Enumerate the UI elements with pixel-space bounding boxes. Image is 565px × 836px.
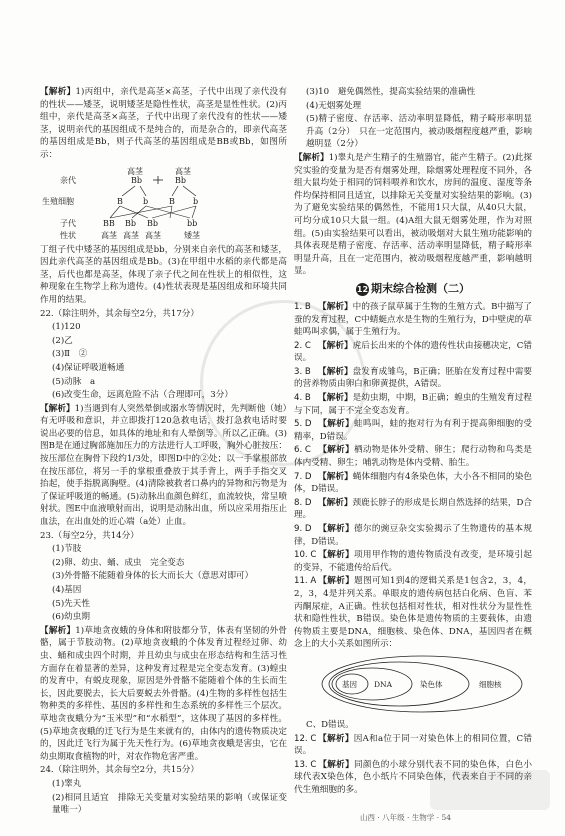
analysis-tag: 【解析】 [318,759,354,770]
parent-trait-1: 高茎 [127,166,143,176]
answer-analysis: 【解析】蝇体细胞内有4条染色体，大小各不相同的染色体，D错误。 [294,471,532,495]
analysis-tag: 【解析】 [318,301,353,312]
analysis-tag: 【解析】 [318,393,353,404]
analysis-tag: 【解析】 [318,497,353,508]
section-title-text: 期末综合检测（二） [371,281,470,295]
analysis-tag: 【解析】 [318,550,354,561]
analysis-21-part2: 丁组子代中矮茎的基因组成是bb，分别来自亲代的高茎和矮茎，因此亲代高茎的基因组成是Bb。(3)在甲组中水稻的亲代都是高茎，后代也都是高茎，体现了亲子代之间在性状上的相似性，这种现象在生物学上称为遗传。(4)性状表现是基因组成和环境共同作用的结果。 [40,244,287,305]
offspring-3: Bb [147,218,158,228]
answer-item [294,523,532,548]
analysis-tag: 【解析】 [318,340,353,351]
offspring-4: bb [187,218,198,228]
analysis-tag: 【解析】 [318,524,354,534]
answer-number: 8. D [294,497,312,508]
answer-analysis: 【解析】题图可知1到4的逻辑关系是1包含2，3，4，2，3，4是并列关系。单眼皮的遗传病包括白化病、色盲、苯丙酮尿症，A正确。性状包括相对性状，相对性状分为显性性状和隐性性状，B错误。染色体是遗传物质的主要载体，由遗传物质主要是DNA，细胞核、染色体、DNA，基因四者在概念上的大小关系如图所示： [294,576,532,650]
trait-2: 高茎 [123,230,139,240]
answer-number: 13. C [294,759,317,770]
q22-item: (5)动脉 a [52,376,96,387]
answer-number: 12. C [294,733,317,744]
analysis-tag: 【解析】 [318,366,353,377]
q22-heading: 22.（除注明外，其余每空2分，共17分） [40,308,199,319]
parent-trait-2: 高茎 [175,166,191,176]
parent-label: 亲代 [60,175,76,185]
analysis-23: 【解析】1)草地贪夜蛾的身体和附肢都分节，体表有坚韧的外骨骼，属于节肢动物。(2)草地贪夜蛾的个体发育过程经过卵、幼虫、蛹和成虫四个时期，并且幼虫与成虫在形态结构和生活习性方面存在着显著的差异，这种发育过程是完全变态发育。(3)蝗虫的发育中，有蜕皮现象，原因是外骨骼不能随着个体的生长而生长，因此要脱去，长大后要蜕去外骨骼。(4)生物的多样性包括生物种类的多样性、基因的多样性和生态系统的多样性三个层次。草地贪夜蛾分为“玉米型”和“水稻型”，这体现了基因的多样性。(5)草地贪夜蛾的迁飞行为是生来就有的，由体内的遗传物质决定的，因此迁飞行为属于先天性行为。(6)草地贪夜蛾是害虫，它在幼虫期取食植物的叶，对农作物危害严重。 [40,625,287,762]
q24-item: (2)相同且适宜 排除无关变量对实验结果的影响（或保证变量唯一） [52,792,287,816]
q24-item: (5)精子密度、存活率、活动率明显降低，精子畸形率明显升高（2分） 只在一定范围内，被动吸烟程度越严重，影响越明显（2分） [306,114,532,150]
answer-11-tail: C、D错误。 [306,719,354,730]
answer-analysis: 【解析】中的孩子鼠草属于生物的生殖方式。B中描写了蚕的发育过程，C中蜻蜓点水是生物的生殖行为，D中壁虎的草蛙鸣叫求偶，属于生殖行为。 [294,301,532,338]
trait-3: 高茎 [145,230,161,240]
analysis-tag: 【解析】 [318,576,355,587]
answer-number: 1. B [294,301,311,312]
section-number-badge: 12 [356,284,369,294]
offspring-2: Bb [125,218,136,228]
answer-item [294,471,532,496]
q23-item: (5)先天性 [52,598,90,609]
venn-nucleus: 细胞核 [479,679,502,689]
answer-item [294,418,532,443]
answer-analysis: 【解析】项用甲作物的遗传物质没有改变，是环境引起的变异，不能遗传给后代。 [294,550,532,573]
genetics-diagram [40,164,287,242]
answer-analysis: 【解析】虎后长出来的个体的遗传性状由接穗决定，C错误。 [294,340,532,364]
answer-number: 2. C [294,340,311,351]
answer-item [294,733,532,758]
gamete-2: b [143,196,149,206]
answer-item [294,497,532,522]
analysis-24: 【解析】1)睾丸是产生精子的生殖器官，能产生精子。(2)此探究实验的变量为是否有烟雾处理，除烟雾处理程度不同外，各组大鼠均处于相同的饲料喂养和饮水，房间的温度、湿度等条件均保持相同且适宜，以排除无关变量对实验结果的影响。(3)为了避免实验结果的偶然性，不能用1只大鼠，从40只大鼠，可均分成10只大鼠一组。(4)A组大鼠无烟雾处理，作为对照组。(5)由实验结果可以看出，被动吸烟对大鼠生殖功能影响的具体表现是精子密度、存活率、活动率明显降低，精子畸形率明显升高，且在一定范围内，被动吸烟程度越严重，影响越明显。 [294,152,532,277]
trait-label: 性状 [60,230,76,240]
gamete-1: B [117,196,123,206]
concept-venn-diagram [294,653,532,715]
answer-analysis: 【解析】同颜色的小球分别代表不同的染色体，白色小球代表X染色体，色小纸片不同染色体，代表来自于不同的亲代生殖细胞的多。 [294,759,532,795]
parent-genotype-1: Bb [131,175,142,185]
answer-analysis: 【解析】蛙鸣叫，蛙的抱对行为有利于提高卵细胞的受精率，D错误。 [294,419,532,442]
right-column [294,86,532,798]
answer-number: 7. D [294,471,312,482]
gamete-4: b [193,196,199,206]
analysis-tag: 【解析】 [318,471,353,482]
q23-item: (3)外骨骼不能随着身体的长大而长大（意思对即可） [52,571,254,582]
venn-gene: 基因 [342,679,357,689]
answer-item [294,444,532,469]
answer-analysis: 【解析】盘发育成雏鸟，B正确；胚胎在发育过程中需要的营养物质由卵白和卵黄提供，A错误。 [294,366,532,390]
answer-item [294,366,532,391]
answer-item [294,575,532,651]
answer-analysis: 【解析】栖动物是体外受精、卵生；爬行动物和鸟类是体内受精、卵生；哺乳动物是体内受精、胎生。 [294,445,532,469]
q24-item: (3)10 避免偶然性，提高实验结果的准确性 [306,87,476,97]
q22-item: (4)保证呼吸道畅通 [52,362,125,373]
answer-item [294,392,532,417]
answer-analysis: 【解析】颈鹿长脖子的形成是长期自然选择的结果，D合理。 [294,497,532,521]
trait-4: 矮茎 [184,230,200,240]
answer-analysis: 【解析】是幼虫期，中期，B正确；蝗虫的生殖发育过程与下同，属于不完全变态发育。 [294,393,532,416]
trait-1: 高茎 [101,230,117,240]
parent-genotype-2: Bb [175,175,186,185]
analysis-tag: 【解析】 [318,445,354,456]
analysis-tag: 【解析】 [318,733,354,744]
answer-number: 5. D [294,419,312,430]
answer-item [294,301,532,339]
answer-item [294,340,532,365]
q22-item: (3)Ⅱ ② [52,349,88,360]
q23-item: (2)卵、幼虫、蛹、成虫 完全变态 [52,557,185,568]
q24-heading: 24.（除注明外，其余每空2分，共15分） [40,765,199,776]
answer-number: 6. C [294,445,311,456]
analysis-tag: 【解析】 [40,625,76,636]
gamete-3: B [169,196,175,206]
answer-analysis: 【解析】因A和a位于同一对染色体上的相同位置，C错误。 [294,733,532,757]
q23-item: (6)幼虫期 [52,612,90,623]
answer-item [294,549,532,574]
answer-number: 4. B [294,393,311,404]
answer-number: 11. A [294,576,317,587]
q24-item: (4)无烟雾处理 [306,100,362,111]
analysis-tag: 【解析】 [40,403,75,414]
analysis-tag: 【解析】 [294,152,329,163]
analysis-21-part1: 【解析】1)丙组中，亲代是高茎×高茎，子代中出现了亲代没有的性状——矮茎，说明矮茎是隐性性状，高茎是显性性状。(2)丙组中，亲代是高茎×高茎，子代中出现了亲代没有的性状——矮茎，说明亲代的基因组成不是纯合的，而是杂合的，即亲代高茎的基因组成是Bb，则子代高茎的基因组成是BB或Bb，如图所示： [40,87,287,160]
venn-chromosome: 染色体 [420,679,443,689]
left-column [40,86,287,818]
answer-analysis: 【解析】德尔的豌豆杂交实验揭示了生物遗传的基本规律，D错误。 [294,524,532,547]
genetics-lines [40,164,287,242]
page-footer: 山西 · 八年级 · 生物学 · 54 [360,813,451,822]
analysis-tag: 【解析】 [318,419,354,430]
answer-number: 9. D [294,524,312,534]
q22-item: (2)乙 [52,335,73,346]
offspring-1: BB [103,218,115,228]
section-title [294,283,532,296]
answer-number: 10. C [294,550,317,561]
analysis-22: 【解析】1)当遇到有人突然晕倒或溺水等情况时，先判断他（她）有无呼吸和意识，并立即拨打120急救电话，拨打急救电话时要说出必要的信息，如具体的地址和有人晕倒等。所以乙正确。(3)图B是在通过胸部施加压力的方法进行人工呼吸，胸外心脏按压：按压部位在胸骨下段约1/3处，即图D中的②处；以一手掌根部放在按压部位，将另一手的掌根重叠放于其手背上，两手手指交叉抬起，使手指脱离胸壁。(4)清除被救者口鼻内的异物和污物是为了保证呼吸道的畅通。(5)动脉出血颜色鲜红，血流较快，常呈喷射状。图E中血液喷射而出，说明是动脉出血，所以应采用指压止血法，在出血处的近心端（a处）止血。 [40,403,287,528]
gamete-label: 生殖细胞 [42,196,74,206]
q24-item: (1)睾丸 [52,778,82,789]
q23-heading: 23.（每空2分，共14分） [40,530,139,541]
answer-number: 3. B [294,366,311,377]
venn-dna: DNA [374,679,392,689]
analysis-tag: 【解析】 [40,87,76,97]
answer-item [294,759,532,797]
offspring-label: 子代 [60,218,76,228]
q22-item: (1)120 [52,322,81,333]
q23-item: (1)节肢 [52,544,82,555]
q22-item: (6)改变生命，远离危险不沾（合理即可，3分） [52,390,233,401]
q23-item: (4)基因 [52,585,82,595]
